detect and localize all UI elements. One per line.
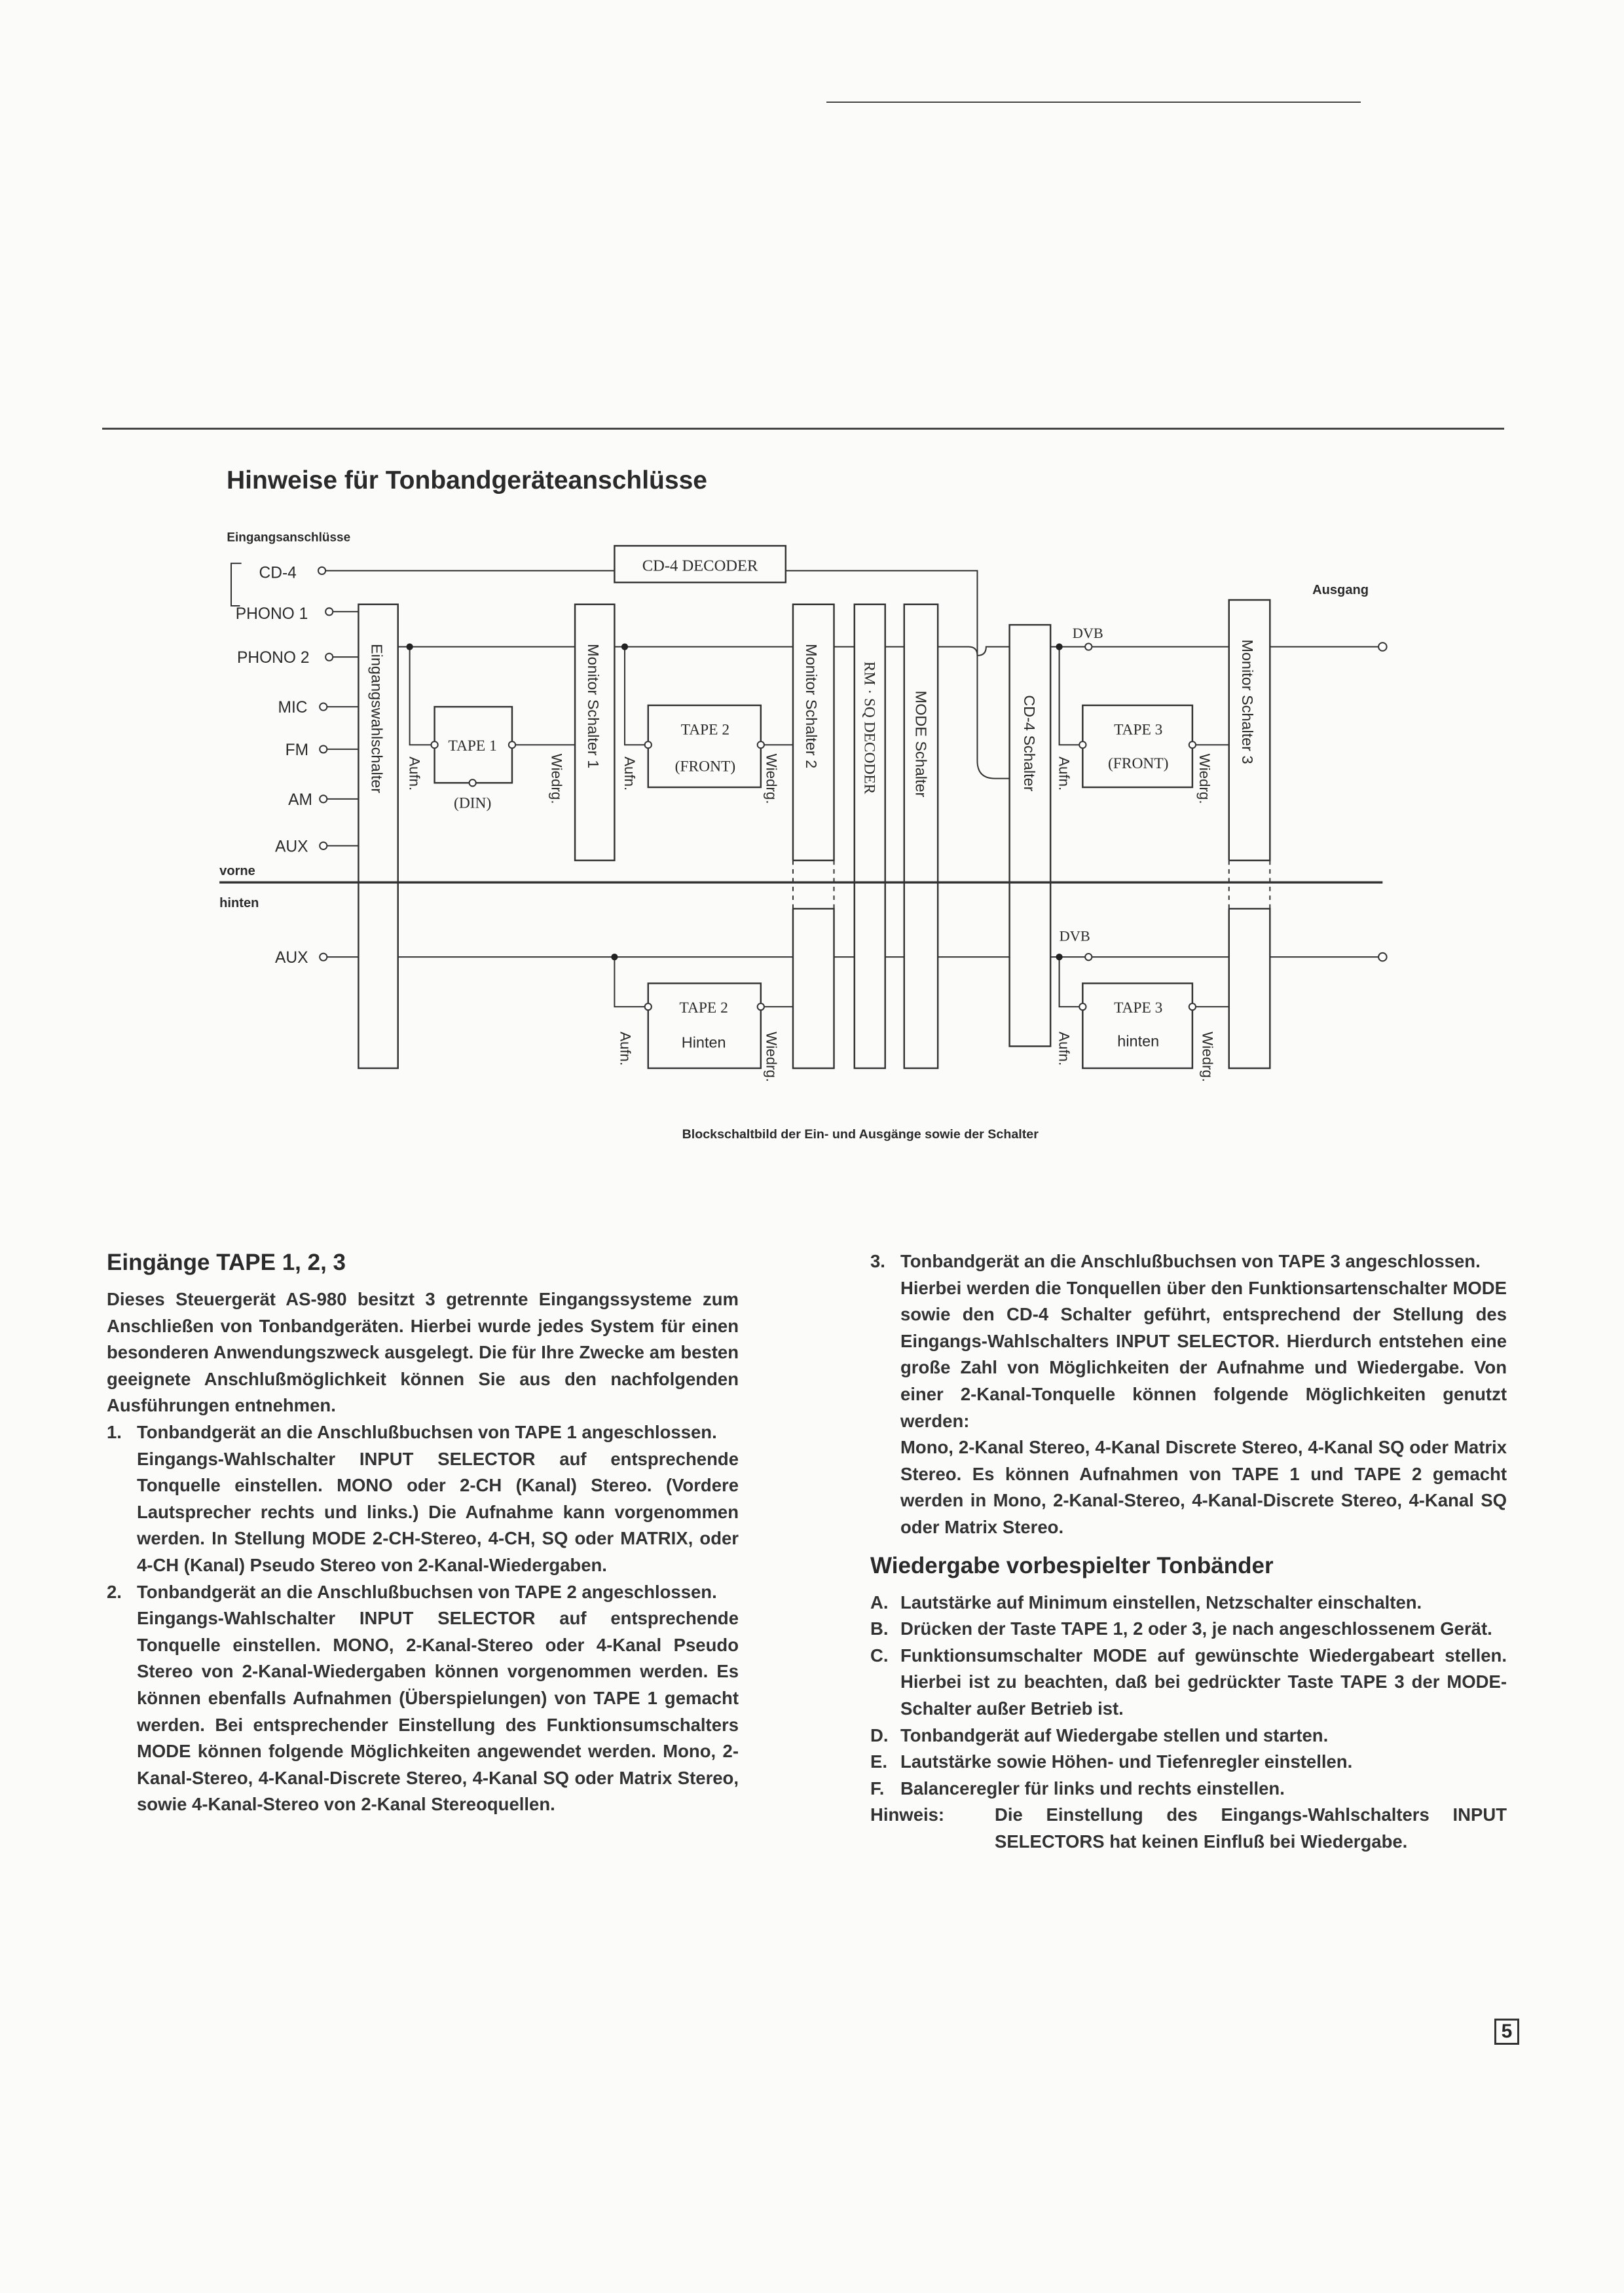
step-item <box>870 1643 1507 1723</box>
front-label: vorne <box>219 864 255 879</box>
input-phono1: PHONO 1 <box>235 605 308 624</box>
step-letter: E. <box>870 1751 887 1772</box>
input-am: AM <box>288 791 312 809</box>
list-item <box>107 1419 739 1579</box>
page-number: 5 <box>1494 2019 1519 2045</box>
output-label: Ausgang <box>1312 583 1369 598</box>
monitor1-label: Monitor Schalter 1 <box>585 644 602 769</box>
tape1-play-label: Wiedrg. <box>548 753 565 804</box>
step-text: Tonbandgerät auf Wiedergabe stellen und starten. <box>900 1724 1329 1745</box>
monitor2-label: Monitor Schalter 2 <box>803 644 821 769</box>
tape2-front-play-label: Wiedrg. <box>763 753 780 804</box>
item-text: Eingangs-Wahlschalter INPUT SELECTOR auf entsprechende Tonquelle einstellen. MONO, 2-Kanal-Stereo oder 4-Kanal Pseudo Stereo von 2-Kanal-Wiedergaben können vorgenommen werden. Es können ebenfalls Aufnahmen (Überspielungen) von TAPE 1 gemacht werden. Bei entsprechender Einstellung des Funktionsumschalters MODE können folgende Möglichkeiten angewendet werden. Mono, 2-Kanal-Stereo, 4-Kanal-Discrete Stereo, 4-Kanal SQ oder Matrix Stereo, sowie 4-Kanal-Stereo von 2-Kanal Stereoquellen. <box>137 1608 739 1815</box>
dvb-rear-label: DVB <box>1059 927 1090 944</box>
item-lead: Tonbandgerät an die Anschlußbuchsen von TAPE 2 angeschlossen. <box>137 1581 717 1602</box>
step-letter: C. <box>870 1645 889 1666</box>
input-mic: MIC <box>278 699 308 717</box>
tape2-rear-label: TAPE 2 <box>679 999 728 1017</box>
tape3-rear-play-label: Wiedrg. <box>1199 1032 1216 1083</box>
rear-label: hinten <box>219 896 259 911</box>
output-rear-jack <box>1378 953 1387 961</box>
tape3-front-sub: (FRONT) <box>1108 755 1169 772</box>
item-lead: Tonbandgerät an die Anschlußbuchsen von TAPE 3 angeschlossen. <box>900 1251 1481 1271</box>
tape3-front-play-label: Wiedrg. <box>1196 753 1213 804</box>
section-title: Hinweise für Tonbandgeräteanschlüsse <box>227 466 707 494</box>
hint-note <box>870 1802 1507 1855</box>
mode-switch-label: MODE Schalter <box>912 690 930 798</box>
heading-tape-inputs: Eingänge TAPE 1, 2, 3 <box>107 1250 346 1275</box>
step-text: Funktionsumschalter MODE auf gewünschte Wiedergabeart stellen. Hierbei ist zu beachten, daß bei gedrückter Taste TAPE 3 der MODE-Schalter außer Betrieb ist. <box>900 1645 1507 1719</box>
step-item <box>870 1616 1507 1643</box>
inputs-label: Eingangsanschlüsse <box>227 531 351 545</box>
intro-paragraph: Dieses Steuergerät AS-980 besitzt 3 getrennte Eingangssysteme zum Anschließen von Tonbandgeräten. Hierbei wurde jedes System für einen besonderen Anwendungszweck ausgelegt. Die für Ihre Zwecke am besten geeignete Anschlußmöglichkeit können Sie aus den nachfolgenden Ausführungen entnehmen. <box>107 1289 739 1416</box>
input-cd4: CD-4 <box>259 564 297 582</box>
monitor3-label: Monitor Schalter 3 <box>1238 639 1256 764</box>
dvb-front-label: DVB <box>1072 625 1103 642</box>
cd4-switch-box <box>1010 625 1051 1046</box>
step-item <box>870 1749 1507 1776</box>
tape2-front-rec-label: Aufn. <box>621 756 638 791</box>
tape3-front-label: TAPE 3 <box>1114 721 1163 739</box>
step-text: Drücken der Taste TAPE 1, 2 oder 3, je nach angeschlossenem Gerät. <box>900 1618 1492 1639</box>
step-letter: F. <box>870 1778 885 1799</box>
step-text: Lautstärke auf Minimum einstellen, Netzschalter einschalten. <box>900 1592 1422 1613</box>
front-signal-line <box>398 647 1380 656</box>
step-text: Lautstärke sowie Höhen- und Tiefenregler einstellen. <box>900 1751 1353 1772</box>
cd4-phono-bracket <box>231 563 242 606</box>
item-number: 2. <box>107 1581 122 1602</box>
diagram-caption: Blockschaltbild der Ein- und Ausgänge sowie der Schalter <box>682 1127 1039 1142</box>
tape2-front-sub: (FRONT) <box>674 758 736 775</box>
input-phono2: PHONO 2 <box>236 649 310 667</box>
cd4-switch-label: CD-4 Schalter <box>1020 695 1038 792</box>
input-fm: FM <box>285 741 309 759</box>
item-number: 3. <box>870 1251 885 1271</box>
tape3-rear-label: TAPE 3 <box>1114 999 1163 1017</box>
tape2-rear-sub: Hinten <box>681 1034 726 1051</box>
output-front-jack <box>1378 643 1387 651</box>
input-aux: AUX <box>275 838 308 856</box>
item-text-2: Mono, 2-Kanal Stereo, 4-Kanal Discrete Stereo, 4-Kanal SQ oder Matrix Stereo. Es können Aufnahmen von TAPE 1 und TAPE 2 gemacht werden in Mono, 2-Kanal-Stereo, 4-Kanal-Discrete Stereo, 4-Kanal SQ oder Matrix Stereo. <box>900 1437 1507 1537</box>
heading-playback: Wiedergabe vorbespielter Tonbänder <box>870 1552 1274 1578</box>
tape3-rear-sub: hinten <box>1117 1032 1160 1050</box>
dvb-front-jack <box>1085 643 1092 650</box>
tape2-rear-rec-label: Aufn. <box>617 1032 634 1066</box>
step-item <box>870 1776 1507 1802</box>
step-text: Balanceregler für links und rechts einstellen. <box>900 1778 1285 1799</box>
tape1-label: TAPE 1 <box>448 737 497 755</box>
tape3-front-rec-label: Aufn. <box>1056 756 1073 791</box>
tape3-rear-rec-label: Aufn. <box>1056 1032 1073 1066</box>
hint-label: Hinweis: <box>870 1804 945 1825</box>
step-item <box>870 1723 1507 1749</box>
mode-switch-box <box>904 605 938 1068</box>
item-number: 1. <box>107 1421 122 1442</box>
right-column <box>870 1248 1507 1855</box>
tape3-rear-box <box>1082 983 1192 1068</box>
cd4-decoder-label: CD-4 DECODER <box>642 557 758 575</box>
step-item <box>870 1590 1507 1616</box>
dvb-rear-jack <box>1085 954 1092 960</box>
list-item <box>870 1248 1507 1541</box>
rm-sq-decoder-label: RM · SQ DECODER <box>860 661 878 794</box>
tape1-rec-label: Aufn. <box>406 756 423 791</box>
item-text: Hierbei werden die Tonquellen über den Funktionsartenschalter MODE sowie den CD-4 Schalter geführt, entsprechend der Stellung des Eingangs-Wahlschalters INPUT SELECTOR. Hierdurch entstehen eine große Zahl von Möglichkeiten der Aufnahme und Wiedergabe. Von einer 2-Kanal-Tonquelle können folgende Möglichkeiten genutzt werden: <box>900 1277 1507 1431</box>
tape2-rear-box <box>648 983 761 1068</box>
tape2-rear-play-label: Wiedrg. <box>763 1032 780 1083</box>
item-lead: Tonbandgerät an die Anschlußbuchsen von TAPE 1 angeschlossen. <box>137 1421 717 1442</box>
step-letter: A. <box>870 1592 889 1613</box>
list-item <box>107 1579 739 1818</box>
left-column <box>107 1248 739 1818</box>
step-letter: B. <box>870 1618 889 1639</box>
tape1-din-label: (DIN) <box>454 794 492 812</box>
input-aux-rear: AUX <box>275 949 308 967</box>
tape2-front-label: TAPE 2 <box>680 721 730 739</box>
tape3-front-box <box>1082 705 1192 787</box>
hint-text: Die Einstellung des Eingangs-Wahlschalters INPUT SELECTORS hat keinen Einfluß bei Wiedergabe. <box>995 1804 1507 1852</box>
item-text: Eingangs-Wahlschalter INPUT SELECTOR auf entsprechende Tonquelle einstellen. MONO oder 2-CH (Kanal) Stereo. (Vordere Lautsprecher rechts und links.) Die Aufnahme kann vorgenommen werden. In Stellung MODE 2-CH-Stereo, 4-CH, SQ oder MATRIX, oder 4-CH (Kanal) Pseudo Stereo von 2-Kanal-Wiedergaben. <box>137 1448 739 1575</box>
input-selector-label: Eingangswahlschalter <box>368 644 386 794</box>
step-letter: D. <box>870 1724 889 1745</box>
